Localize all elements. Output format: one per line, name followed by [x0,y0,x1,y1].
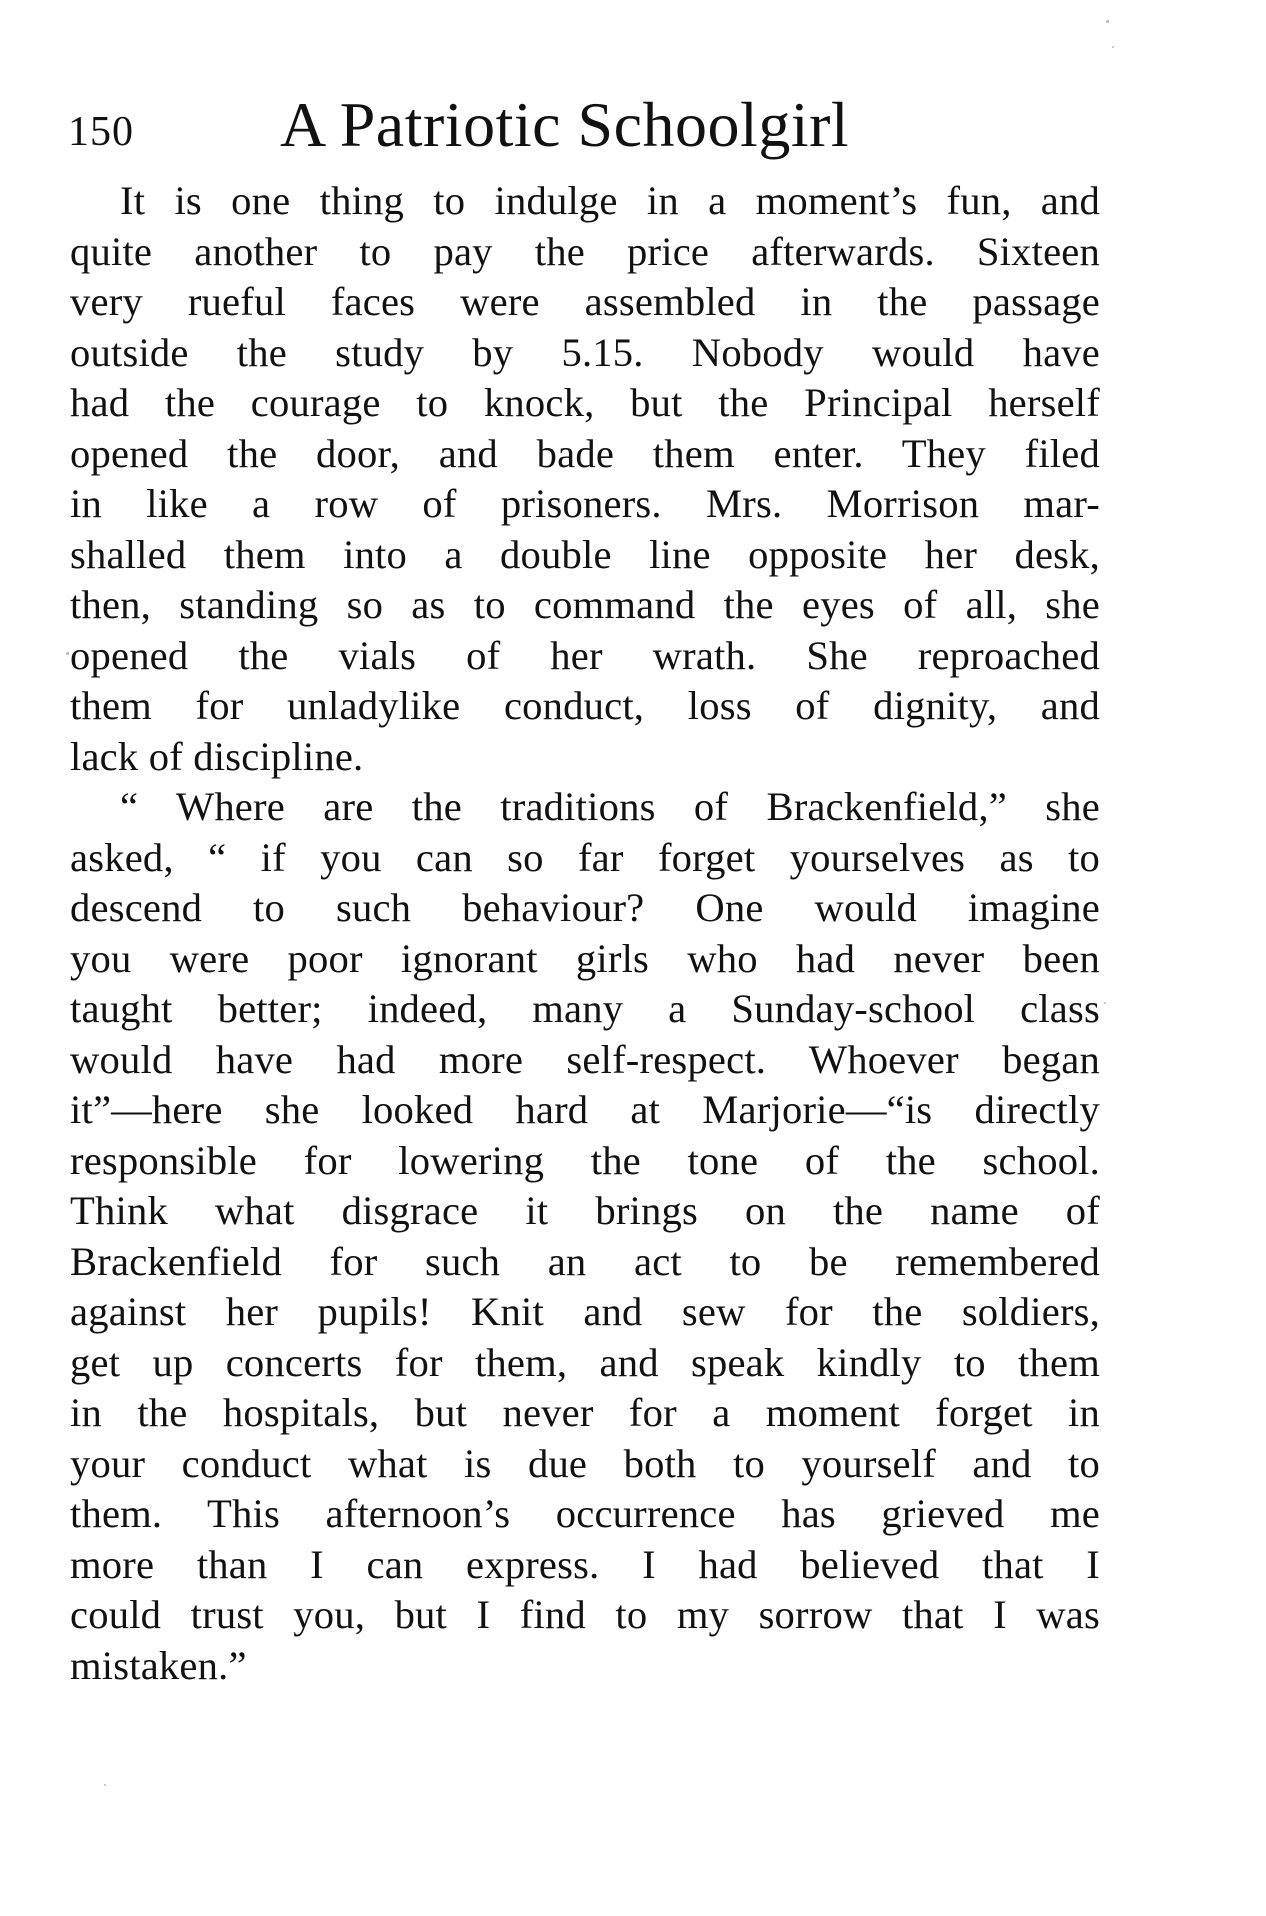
text-line: against her pupils! Knit and sew for the soldiers, [70,1289,1100,1334]
text-line: quite another to pay the price afterwards. Sixteen [70,228,1100,274]
text-line: mistaken.” [70,1642,247,1688]
text-line: lack of discipline. [70,733,364,779]
scan-speck [104,1784,106,1786]
text-line: you were poor ignorant girls who had never been [70,935,1100,981]
text-line: would have had more self-respect. Whoever began [70,1036,1100,1082]
text-line: could trust you, but I find to my sorrow that I was [70,1592,1100,1637]
scan-speck [1112,46,1114,48]
text-line: very rueful faces were assembled in the passage [70,279,1100,324]
scan-speck [1106,20,1109,23]
text-line: asked, “ if you can so far forget yourselves as to [70,834,1100,880]
text-line: Brackenfield for such an act to be remembered [70,1238,1100,1284]
text-line: in like a row of prisoners. Mrs. Morrison mar- [70,481,1100,526]
text-line: It is one thing to indulge in a moment’s fun, and [120,178,1100,223]
text-line: taught better; indeed, many a Sunday-school class [70,986,1100,1031]
scan-speck [1104,1002,1106,1004]
paragraph-1 [70,176,1100,782]
page-header [68,88,1098,168]
text-line: opened the door, and bade them enter. They filed [70,430,1100,476]
text-line: Think what disgrace it brings on the name of [70,1188,1100,1233]
text-line: opened the vials of her wrath. She reproached [70,632,1100,678]
text-line: them. This afternoon’s occurrence has grieved me [70,1491,1100,1536]
scan-speck [66,652,69,655]
text-line: more than I can express. I had believed that I [70,1541,1100,1587]
text-line: had the courage to knock, but the Principal herself [70,380,1100,425]
text-line: “ Where are the traditions of Brackenfield,” she [120,784,1100,829]
text-line: descend to such behaviour? One would imagine [70,885,1100,930]
text-line: get up concerts for them, and speak kindly to them [70,1339,1100,1385]
body-text [70,176,1100,1691]
paragraph-2 [70,782,1100,1691]
text-line: shalled them into a double line opposite her desk, [70,531,1100,577]
running-title: A Patriotic Schoolgirl [280,89,850,160]
text-line: your conduct what is due both to yourself and to [70,1440,1100,1486]
text-line: then, standing so as to command the eyes of all, she [70,582,1100,627]
text-line: outside the study by 5.15. Nobody would have [70,329,1100,375]
page-number: 150 [68,109,134,155]
text-line: in the hospitals, but never for a moment forget in [70,1390,1100,1435]
text-line: them for unladylike conduct, loss of dignity, and [70,683,1100,728]
text-line: it”—here she looked hard at Marjorie—“is directly [70,1087,1100,1132]
text-line: responsible for lowering the tone of the school. [70,1137,1100,1183]
